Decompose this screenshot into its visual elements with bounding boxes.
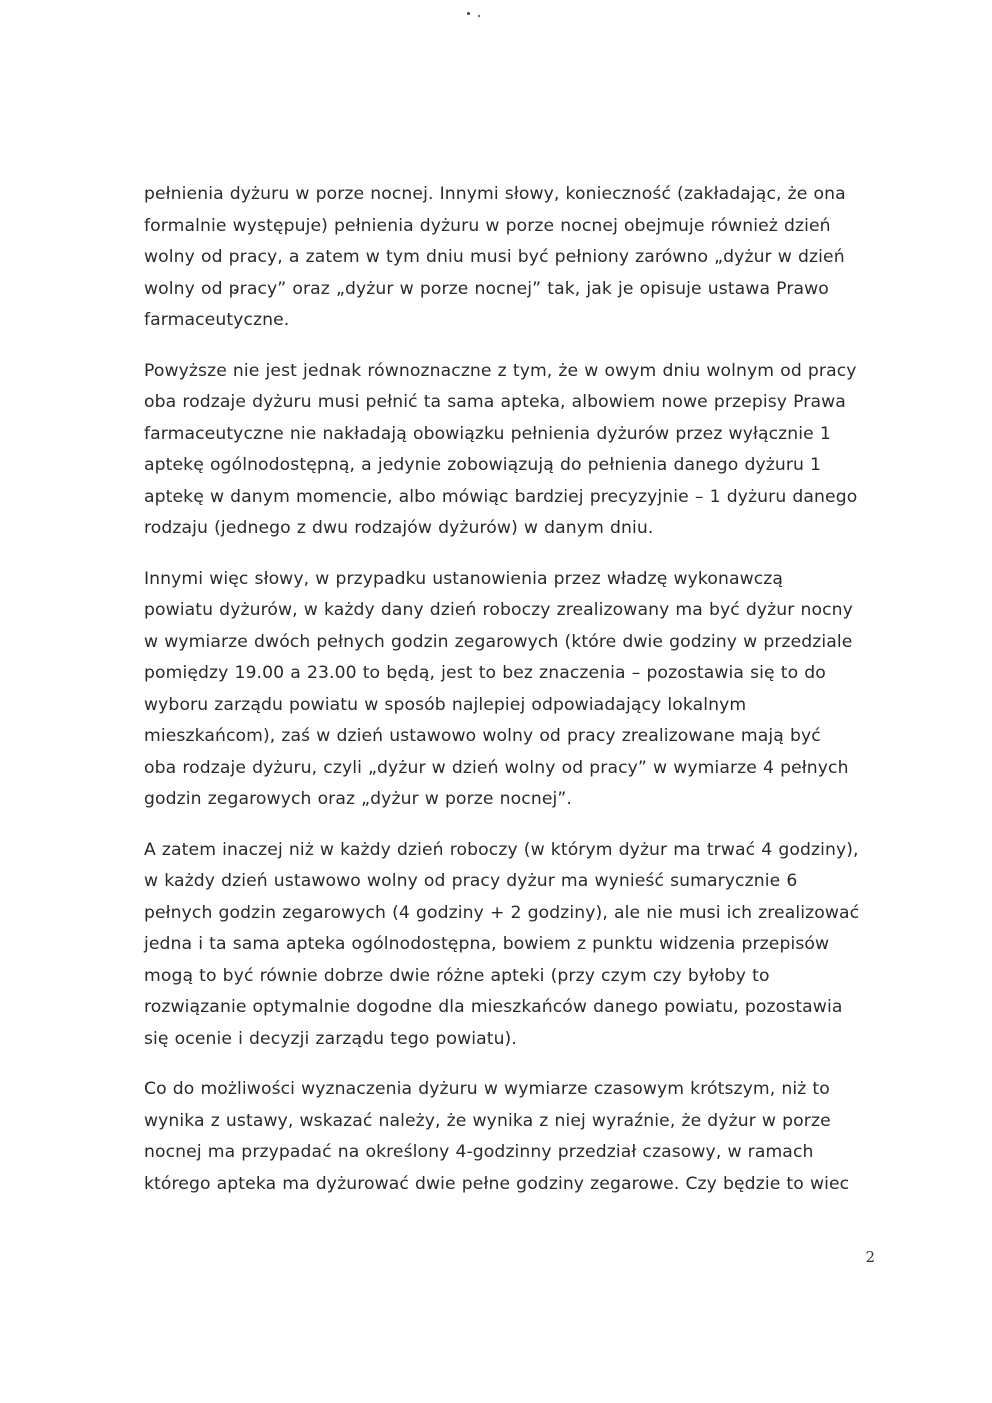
text-line: Co do możliwości wyznaczenia dyżuru w wymiarze czasowym krótszym, niż to	[144, 1079, 830, 1099]
text-line: w wymiarze dwóch pełnych godzin zegarowych (które dwie godziny w przedziale	[144, 631, 853, 652]
text-line: mogą to być równie dobrze dwie różne apteki (przy czym czy byłoby to	[144, 965, 770, 986]
text-line: pomiędzy 19.00 a 23.00 to będą, jest to bez znaczenia – pozostawia się to do	[144, 663, 826, 683]
text-line: formalnie występuje) pełnienia dyżuru w porze nocnej obejmuje również dzień	[144, 215, 831, 236]
text-line: oba rodzaje dyżuru, czyli „dyżur w dzień wolny od pracy” w wymiarze 4 pełnych	[144, 757, 849, 778]
page-number: 2	[865, 1248, 875, 1266]
text-line: którego apteka ma dyżurować dwie pełne godziny zegarowe. Czy będzie to wiec	[144, 1173, 850, 1194]
paragraph	[144, 356, 876, 545]
paragraph	[144, 564, 876, 816]
text-line: farmaceutyczne.	[144, 310, 290, 330]
text-line: rozwiązanie optymalnie dogodne dla mieszkańców danego powiatu, pozostawia	[144, 997, 843, 1017]
text-line: A zatem inaczej niż w każdy dzień roboczy (w którym dyżur ma trwać 4 godziny),	[144, 839, 859, 860]
text-line: mieszkańcom), zaś w dzień ustawowo wolny od pracy zrealizowane mają być	[144, 726, 821, 746]
text-line: Powyższe nie jest jednak równoznaczne z tym, że w owym dniu wolnym od pracy	[144, 360, 857, 381]
paragraph	[144, 835, 876, 1056]
text-line: powiatu dyżurów, w każdy dany dzień roboczy zrealizowany ma być dyżur nocny	[144, 600, 853, 620]
text-line: aptekę w danym momencie, albo mówiąc bardziej precyzyjnie – 1 dyżuru danego	[144, 486, 858, 507]
text-line: aptekę ogólnodostępną, a jedynie zobowiązują do pełnienia danego dyżuru 1	[144, 455, 822, 475]
text-line: wolny od pracy” oraz „dyżur w porze nocnej” tak, jak je opisuje ustawa Prawo	[144, 278, 829, 299]
paragraph	[144, 179, 876, 337]
text-line: jedna i ta sama apteka ogólnodostępna, bowiem z punktu widzenia przepisów	[144, 934, 830, 954]
text-line: nocnej ma przypadać na określony 4-godzinny przedział czasowy, w ramach	[144, 1142, 814, 1162]
text-line: pełnienia dyżuru w porze nocnej. Innymi słowy, konieczność (zakładając, że ona	[144, 184, 846, 204]
paragraph	[144, 1074, 876, 1200]
text-line: pełnych godzin zegarowych (4 godziny + 2 godziny), ale nie musi ich zrealizować	[144, 902, 860, 923]
text-line: wyboru zarządu powiatu w sposób najlepiej odpowiadający lokalnym	[144, 694, 747, 715]
text-line: Innymi więc słowy, w przypadku ustanowienia przez władzę wykonawczą	[144, 568, 784, 589]
text-line: wynika z ustawy, wskazać należy, że wynika z niej wyraźnie, że dyżur w porze	[144, 1110, 831, 1131]
text-line: oba rodzaje dyżuru musi pełnić ta sama apteka, albowiem nowe przepisy Prawa	[144, 392, 846, 412]
text-line: się ocenie i decyzji zarządu tego powiatu).	[144, 1028, 517, 1049]
text-line: godzin zegarowych oraz „dyżur w porze nocnej”.	[144, 789, 572, 809]
text-line: farmaceutyczne nie nakładają obowiązku pełnienia dyżurów przez wyłącznie 1	[144, 423, 831, 444]
text-line: w każdy dzień ustawowo wolny od pracy dyżur ma wynieść sumarycznie 6	[144, 871, 798, 891]
scan-speck	[467, 12, 470, 15]
document-body	[144, 179, 876, 1219]
text-line: rodzaju (jednego z dwu rodzajów dyżurów) w danym dniu.	[144, 518, 654, 538]
scan-speck	[478, 15, 480, 17]
text-line: wolny od pracy, a zatem w tym dniu musi być pełniony zarówno „dyżur w dzień	[144, 247, 845, 267]
